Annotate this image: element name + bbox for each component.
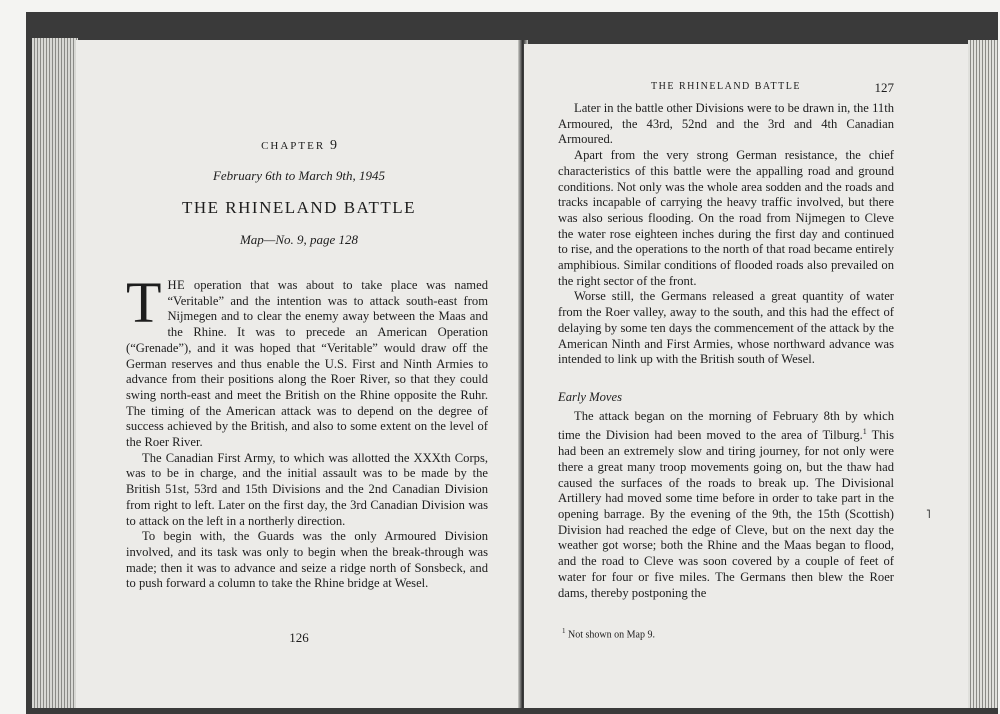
right-body-text [558,101,894,601]
paragraph: Worse still, the Germans released a great quantity of water from the Roer valley, away to the south, and this had the effect of delaying by some ten days the commencement of the attack by the American Ninth and First Armies, whose northward advance was intended to link up with the British south of Wesel. [558,289,894,367]
margin-mark: ˥ [926,507,931,521]
paragraph: To begin with, the Guards was the only Armoured Division involved, and its task was only to begin when the break-through was made; then it was to advance and seize a ridge north of Sonsbeck, and to push forward a column to take the Rhine bridge at Wesel. [126,529,488,591]
paragraph: Later in the battle other Divisions were to be drawn in, the 11th Armoured, the 43rd, 52nd and the 3rd and 4th Canadian Armoured. [558,101,894,147]
running-head: THE RHINELAND BATTLE [651,81,801,92]
right-page-edges [968,40,998,708]
page-number: 127 [874,80,894,95]
chapter-heading [76,138,522,154]
paragraph: The Canadian First Army, to which was allotted the XXXth Corps, was to be in charge, and the initial assault was to be made by the British 51st, 53rd and 15th Divisions and the 2nd Canadian Division from right to left. Later on the first day, the 3rd Canadian Division was to attack on the left in a northerly direction. [126,450,488,528]
map-reference: Map—No. 9, page 128 [239,232,359,247]
footnote-mark: 1 [562,627,566,635]
paragraph [558,409,894,602]
lead-caps: HE [167,278,186,292]
paragraph: Apart from the very strong German resistance, the chief characteristics of this battle were the appalling road and ground conditions. Not only was the whole area sodden and the roads and tracks incapable of carrying the heavy traffic involved, but there was also serious flooding. On the road from Nijmegen to Cleve the water rose eighteen inches during the first day and continued to rise, and the operations to the north of that road became entirely amphibious. Similar conditions of flooded roads also prevailed on the right sector of the front. [558,148,894,288]
left-page-edges [32,38,78,708]
chapter-number: 9 [329,138,337,153]
drop-cap: T [126,270,162,335]
page-number: 126 [289,630,309,645]
right-page [524,44,968,708]
footnote [562,627,655,640]
footnote-reference: 1 [862,427,867,437]
paragraph-text: The attack began on the morning of February 8th by which time the Division had been moved to the area of Tilburg. [558,408,894,443]
chapter-label: CHAPTER [261,140,326,152]
paragraph-text: operation that was about to take place was named “Veritable” and the intention was to attack south-east from Nijmegen and to clear the enemy away between the Maas and the Rhine. It was to precede an American Operation (“Grenade”), and it was hoped that “Veritable” would draw off the German reserves and thus enable the U.S. First and Ninth Armies to advance from their positions along the Roer River, so that they could swing north-east and meet the British on the Rhine opposite the Ruhr. The timing of the American attack was to depend on the degree of success achieved by the British, and also to some extent on the level of the Roer River. [126,278,488,450]
footnote-text: Not shown on Map 9. [565,629,655,641]
section-heading: Early Moves [558,389,622,404]
chapter-title: THE RHINELAND BATTLE [182,198,416,217]
paragraph [126,270,488,451]
left-page [76,40,522,708]
chapter-dates: February 6th to March 9th, 1945 [212,168,386,183]
paragraph-text: This had been an extremely slow and tiring journey, for not only were there a great many troop movements going on, but the thaw had caused the surfaces of the roads to break up. The Divisional Artillery had moved some time before in order to take part in the opening barrage. By the evening of the 9th, the 15th (Scottish) Division had reached the edge of Cleve, but on the next day the weather got worse; both the Rhine and the Maas began to flood, and the road to Cleve was soon covered by a couple of feet of water for four or five miles. The Germans then blew the Roer dams, thereby postponing the [558,428,894,600]
left-body-text [126,270,488,592]
